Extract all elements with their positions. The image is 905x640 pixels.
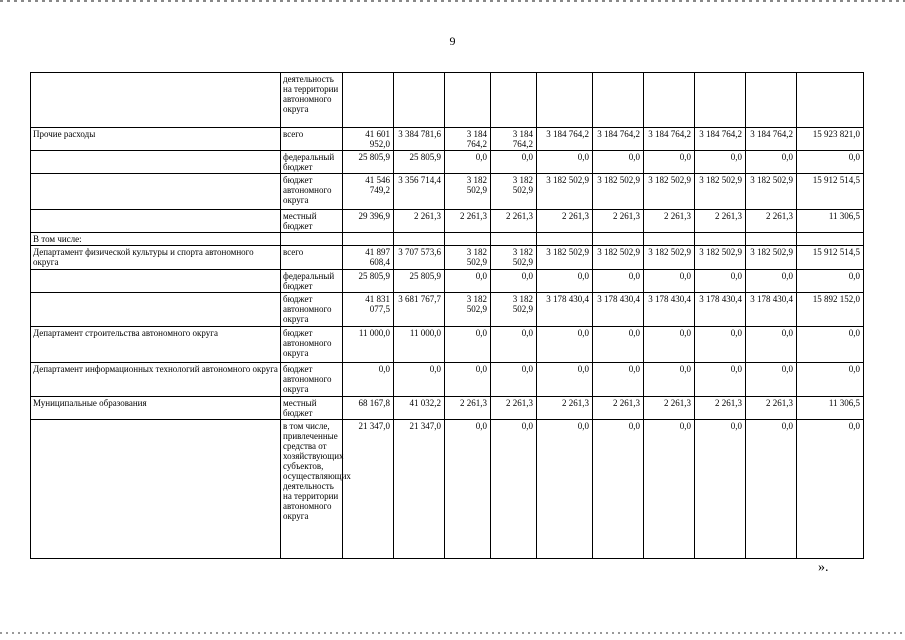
table-row <box>31 151 864 174</box>
value-cell: 2 261,3 <box>537 397 593 420</box>
value-cell: 0,0 <box>445 327 491 363</box>
funding-source: бюджет автономного округа <box>281 174 343 210</box>
value-cell: 0,0 <box>491 151 537 174</box>
value-cell: 2 261,3 <box>593 397 644 420</box>
row-name: Департамент информационных технологий автономного округа <box>31 363 281 397</box>
row-name: В том числе: <box>31 233 281 246</box>
value-cell: 3 707 573,6 <box>394 246 445 270</box>
value-cell <box>491 233 537 246</box>
value-cell: 3 178 430,4 <box>644 293 695 327</box>
value-cell: 0,0 <box>593 420 644 559</box>
value-cell: 0,0 <box>491 327 537 363</box>
scan-edge-top <box>0 0 905 2</box>
value-cell: 0,0 <box>537 420 593 559</box>
value-cell: 21 347,0 <box>343 420 394 559</box>
funding-source: бюджет автономного округа <box>281 327 343 363</box>
value-cell: 41 032,2 <box>394 397 445 420</box>
value-cell: 3 182 502,9 <box>593 174 644 210</box>
value-cell: 3 184 764,2 <box>593 128 644 151</box>
value-cell: 41 601 952,0 <box>343 128 394 151</box>
value-cell: 3 178 430,4 <box>695 293 746 327</box>
value-cell: 0,0 <box>445 363 491 397</box>
value-cell: 11 306,5 <box>797 210 864 233</box>
value-cell: 2 261,3 <box>593 210 644 233</box>
value-cell <box>537 73 593 128</box>
value-cell <box>797 73 864 128</box>
value-cell: 0,0 <box>593 151 644 174</box>
value-cell: 0,0 <box>746 270 797 293</box>
row-name <box>31 270 281 293</box>
value-cell: 15 912 514,5 <box>797 174 864 210</box>
value-cell: 2 261,3 <box>445 397 491 420</box>
value-cell <box>746 73 797 128</box>
table-row <box>31 397 864 420</box>
value-cell: 2 261,3 <box>445 210 491 233</box>
value-cell: 2 261,3 <box>746 397 797 420</box>
value-cell: 3 182 502,9 <box>746 246 797 270</box>
value-cell: 0,0 <box>491 363 537 397</box>
table-row <box>31 73 864 128</box>
value-cell: 3 184 764,2 <box>746 128 797 151</box>
value-cell: 0,0 <box>695 151 746 174</box>
funding-source: федеральный бюджет <box>281 151 343 174</box>
value-cell: 0,0 <box>343 363 394 397</box>
scan-edge-bottom <box>0 632 905 634</box>
value-cell: 0,0 <box>797 420 864 559</box>
value-cell: 3 184 764,2 <box>491 128 537 151</box>
value-cell: 15 923 821,0 <box>797 128 864 151</box>
table-row <box>31 270 864 293</box>
value-cell: 0,0 <box>394 363 445 397</box>
table-row <box>31 210 864 233</box>
value-cell: 3 184 764,2 <box>445 128 491 151</box>
value-cell: 3 182 502,9 <box>491 246 537 270</box>
funding-source: в том числе, привлеченные средства от хозяйствующих субъектов, осуществляющих деятельность на территории автономного округа <box>281 420 343 559</box>
value-cell: 25 805,9 <box>394 270 445 293</box>
row-name: Департамент строительства автономного округа <box>31 327 281 363</box>
value-cell: 3 182 502,9 <box>644 246 695 270</box>
value-cell: 0,0 <box>445 151 491 174</box>
row-name <box>31 210 281 233</box>
value-cell: 0,0 <box>491 270 537 293</box>
value-cell: 11 000,0 <box>343 327 394 363</box>
value-cell: 0,0 <box>644 363 695 397</box>
table-row <box>31 363 864 397</box>
row-name: Муниципальные образования <box>31 397 281 420</box>
value-cell: 0,0 <box>445 270 491 293</box>
funding-source: местный бюджет <box>281 210 343 233</box>
value-cell <box>593 233 644 246</box>
table-row <box>31 233 864 246</box>
value-cell: 0,0 <box>491 420 537 559</box>
value-cell <box>394 73 445 128</box>
value-cell: 2 261,3 <box>695 397 746 420</box>
value-cell: 0,0 <box>746 327 797 363</box>
value-cell: 0,0 <box>644 420 695 559</box>
value-cell: 15 912 514,5 <box>797 246 864 270</box>
value-cell <box>695 73 746 128</box>
budget-table <box>30 72 864 559</box>
value-cell: 2 261,3 <box>695 210 746 233</box>
value-cell: 2 261,3 <box>746 210 797 233</box>
value-cell <box>537 233 593 246</box>
value-cell: 3 178 430,4 <box>593 293 644 327</box>
value-cell <box>695 233 746 246</box>
value-cell <box>644 73 695 128</box>
value-cell <box>343 233 394 246</box>
value-cell: 0,0 <box>644 327 695 363</box>
table-row <box>31 128 864 151</box>
value-cell: 0,0 <box>593 327 644 363</box>
value-cell: 0,0 <box>644 270 695 293</box>
row-name <box>31 73 281 128</box>
value-cell: 3 184 764,2 <box>537 128 593 151</box>
value-cell: 2 261,3 <box>644 397 695 420</box>
value-cell: 0,0 <box>746 151 797 174</box>
value-cell <box>445 73 491 128</box>
value-cell: 3 384 781,6 <box>394 128 445 151</box>
value-cell: 0,0 <box>695 270 746 293</box>
value-cell: 0,0 <box>593 270 644 293</box>
value-cell: 0,0 <box>593 363 644 397</box>
value-cell: 0,0 <box>746 363 797 397</box>
value-cell: 2 261,3 <box>644 210 695 233</box>
value-cell: 3 182 502,9 <box>644 174 695 210</box>
table-row <box>31 420 864 559</box>
value-cell: 0,0 <box>644 151 695 174</box>
row-name <box>31 174 281 210</box>
value-cell: 41 897 608,4 <box>343 246 394 270</box>
value-cell: 3 182 502,9 <box>491 293 537 327</box>
value-cell <box>491 73 537 128</box>
value-cell: 2 261,3 <box>491 397 537 420</box>
value-cell: 0,0 <box>537 151 593 174</box>
value-cell: 3 182 502,9 <box>445 293 491 327</box>
value-cell: 3 178 430,4 <box>537 293 593 327</box>
value-cell: 41 546 749,2 <box>343 174 394 210</box>
value-cell <box>343 73 394 128</box>
funding-source: всего <box>281 128 343 151</box>
value-cell: 11 306,5 <box>797 397 864 420</box>
value-cell: 2 261,3 <box>394 210 445 233</box>
value-cell: 3 681 767,7 <box>394 293 445 327</box>
funding-source: местный бюджет <box>281 397 343 420</box>
value-cell: 3 182 502,9 <box>593 246 644 270</box>
value-cell: 29 396,9 <box>343 210 394 233</box>
value-cell: 0,0 <box>797 327 864 363</box>
value-cell <box>445 233 491 246</box>
value-cell: 3 182 502,9 <box>746 174 797 210</box>
value-cell <box>644 233 695 246</box>
value-cell: 0,0 <box>695 363 746 397</box>
value-cell: 11 000,0 <box>394 327 445 363</box>
value-cell: 0,0 <box>797 151 864 174</box>
value-cell: 3 182 502,9 <box>491 174 537 210</box>
row-name: Департамент физической культуры и спорта автономного округа <box>31 246 281 270</box>
value-cell: 0,0 <box>537 270 593 293</box>
table-row <box>31 246 864 270</box>
table-row <box>31 174 864 210</box>
funding-source: федеральный бюджет <box>281 270 343 293</box>
value-cell: 0,0 <box>537 327 593 363</box>
funding-source <box>281 233 343 246</box>
value-cell: 3 184 764,2 <box>644 128 695 151</box>
value-cell: 21 347,0 <box>394 420 445 559</box>
value-cell: 25 805,9 <box>343 270 394 293</box>
page-number: 9 <box>449 34 456 48</box>
value-cell <box>797 233 864 246</box>
row-name <box>31 420 281 559</box>
funding-source: всего <box>281 246 343 270</box>
closing-quote: ». <box>818 560 829 575</box>
value-cell: 3 182 502,9 <box>445 174 491 210</box>
value-cell: 3 184 764,2 <box>695 128 746 151</box>
funding-source: бюджет автономного округа <box>281 363 343 397</box>
row-name <box>31 293 281 327</box>
value-cell: 15 892 152,0 <box>797 293 864 327</box>
value-cell: 3 182 502,9 <box>445 246 491 270</box>
value-cell: 0,0 <box>695 420 746 559</box>
value-cell <box>394 233 445 246</box>
value-cell: 41 831 077,5 <box>343 293 394 327</box>
value-cell: 3 182 502,9 <box>537 246 593 270</box>
value-cell <box>746 233 797 246</box>
value-cell: 2 261,3 <box>537 210 593 233</box>
row-name <box>31 151 281 174</box>
value-cell: 2 261,3 <box>491 210 537 233</box>
value-cell: 25 805,9 <box>394 151 445 174</box>
value-cell: 0,0 <box>797 363 864 397</box>
value-cell: 0,0 <box>695 327 746 363</box>
table-row <box>31 293 864 327</box>
value-cell: 68 167,8 <box>343 397 394 420</box>
value-cell: 0,0 <box>746 420 797 559</box>
value-cell: 3 182 502,9 <box>695 174 746 210</box>
value-cell: 0,0 <box>537 363 593 397</box>
row-name: Прочие расходы <box>31 128 281 151</box>
table-row <box>31 327 864 363</box>
value-cell: 0,0 <box>445 420 491 559</box>
funding-source: деятельность на территории автономного округа <box>281 73 343 128</box>
value-cell: 3 182 502,9 <box>537 174 593 210</box>
value-cell: 3 356 714,4 <box>394 174 445 210</box>
value-cell: 0,0 <box>797 270 864 293</box>
value-cell: 3 182 502,9 <box>695 246 746 270</box>
value-cell <box>593 73 644 128</box>
value-cell: 3 178 430,4 <box>746 293 797 327</box>
value-cell: 25 805,9 <box>343 151 394 174</box>
funding-source: бюджет автономного округа <box>281 293 343 327</box>
